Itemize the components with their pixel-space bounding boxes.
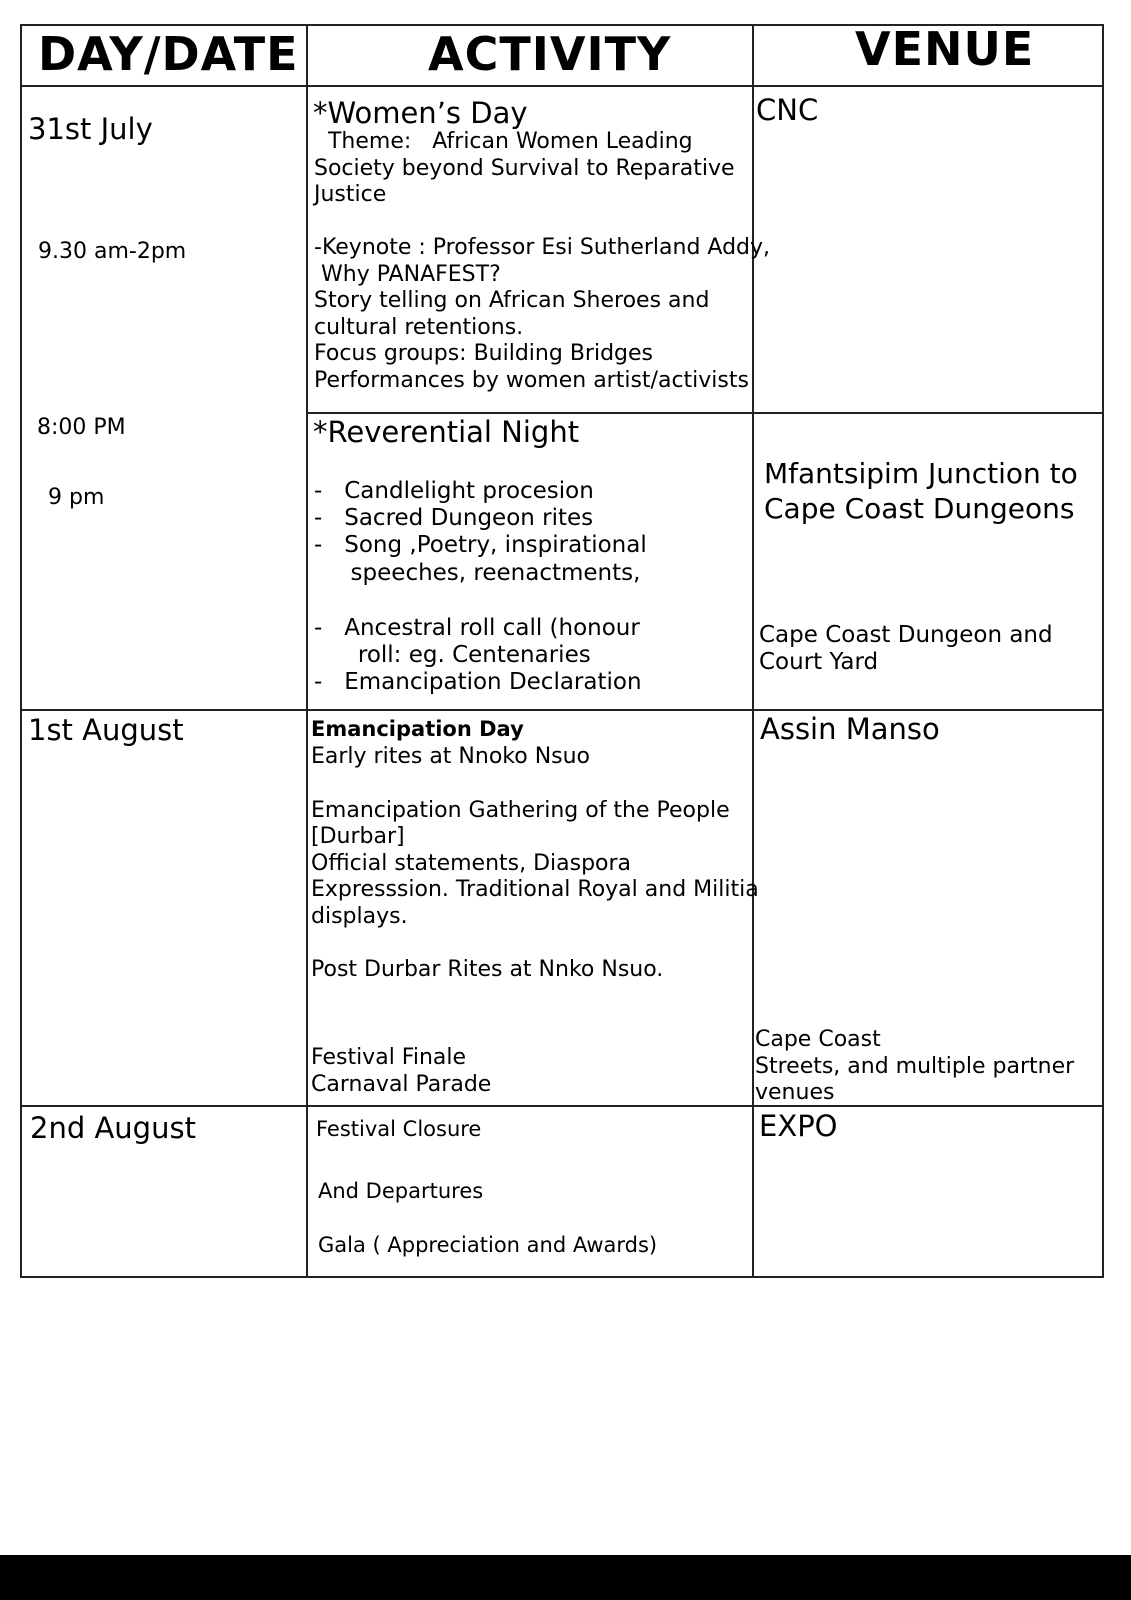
official-line-1: Official statements, Diaspora	[311, 850, 632, 876]
theme-line-2: Society beyond Survival to Reparative	[314, 155, 735, 181]
post-durbar-rites: Post Durbar Rites at Nnko Nsuo.	[311, 957, 664, 982]
venue-cape-coast-dungeon	[759, 622, 1053, 676]
keynote-line-2: Why PANAFEST?	[314, 261, 501, 287]
finale-line-2: Carnaval Parade	[311, 1071, 492, 1097]
gathering-line-1: Emancipation Gathering of the People	[311, 797, 730, 823]
row-divider-reverential	[306, 412, 1104, 414]
official-line-3: displays.	[311, 903, 408, 929]
table-border-right	[1102, 24, 1104, 1278]
gala: Gala ( Appreciation and Awards)	[318, 1233, 658, 1257]
festival-finale	[311, 1045, 491, 1098]
venue-line-1: Mfantsipim Junction to	[764, 457, 1078, 490]
womens-day-title: *Women’s Day	[313, 96, 528, 130]
list-item: - Emancipation Declaration	[314, 669, 642, 696]
departures: And Departures	[318, 1179, 484, 1203]
theme-line-1: Theme: African Women Leading	[314, 129, 693, 154]
finale-line-1: Festival Finale	[311, 1045, 467, 1070]
venue-line-2: Streets, and multiple partner	[755, 1053, 1075, 1079]
table-border-bottom	[20, 1276, 1104, 1278]
list-item: - Ancestral roll call (honour	[314, 615, 640, 641]
header-divider	[20, 85, 1104, 87]
early-rites: Early rites at Nnoko Nsuo	[311, 744, 591, 769]
column-divider-2	[752, 24, 754, 1278]
bottom-black-bar	[0, 1555, 1131, 1600]
venue-line-1: Cape Coast	[755, 1027, 881, 1052]
venue-expo: EXPO	[759, 1109, 838, 1143]
womens-day-theme	[314, 129, 735, 209]
performances: Performances by women artist/activists	[314, 367, 749, 393]
date-aug2: 2nd August	[30, 1111, 196, 1145]
focus-groups: Focus groups: Building Bridges	[314, 341, 654, 366]
story-line-1: Story telling on African Sheroes and	[314, 288, 710, 313]
table-border-left	[20, 24, 22, 1278]
venue-cnc: CNC	[756, 93, 819, 127]
keynote-line-1: -Keynote : Professor Esi Sutherland Addy,	[314, 235, 771, 260]
venue-line-2: Court Yard	[759, 649, 879, 676]
venue-assin-manso: Assin Manso	[760, 712, 940, 746]
reverential-night-title: *Reverential Night	[313, 415, 580, 449]
time-930am-2pm: 9.30 am-2pm	[38, 239, 187, 264]
theme-line-3: Justice	[314, 182, 387, 207]
time-800pm: 8:00 PM	[37, 415, 126, 440]
venue-line-3: venues	[755, 1080, 835, 1105]
womens-day-program	[314, 235, 770, 394]
list-item: - Sacred Dungeon rites	[314, 505, 594, 532]
list-item: - Candlelight procesion	[314, 478, 594, 504]
official-line-2: Expresssion. Traditional Royal and Militia	[311, 877, 759, 902]
venue-line-1: Cape Coast Dungeon and	[759, 622, 1053, 648]
column-divider-1	[306, 24, 308, 1278]
venue-cape-coast-streets	[755, 1027, 1074, 1107]
reverential-list-2	[314, 615, 642, 697]
date-jul31: 31st July	[28, 112, 153, 146]
list-item: speeches, reenactments,	[314, 559, 641, 586]
time-9pm: 9 pm	[48, 485, 105, 510]
festival-closure: Festival Closure	[316, 1117, 482, 1141]
emancipation-program	[311, 744, 759, 984]
list-item: - Song ,Poetry, inspirational	[314, 532, 647, 559]
date-aug1: 1st August	[28, 713, 184, 747]
venue-mfantsipim	[764, 456, 1078, 526]
row-divider-aug1	[20, 709, 1104, 711]
venue-line-2: Cape Coast Dungeons	[764, 492, 1075, 525]
emancipation-day-title: Emancipation Day	[311, 717, 524, 741]
header-day-date: DAY/DATE	[38, 27, 299, 81]
header-venue: VENUE	[855, 22, 1035, 76]
gathering-line-2: [Durbar]	[311, 824, 405, 849]
story-line-2: cultural retentions.	[314, 314, 524, 340]
reverential-list-1	[314, 478, 647, 587]
header-activity: ACTIVITY	[428, 27, 672, 81]
list-item: roll: eg. Centenaries	[314, 642, 591, 669]
